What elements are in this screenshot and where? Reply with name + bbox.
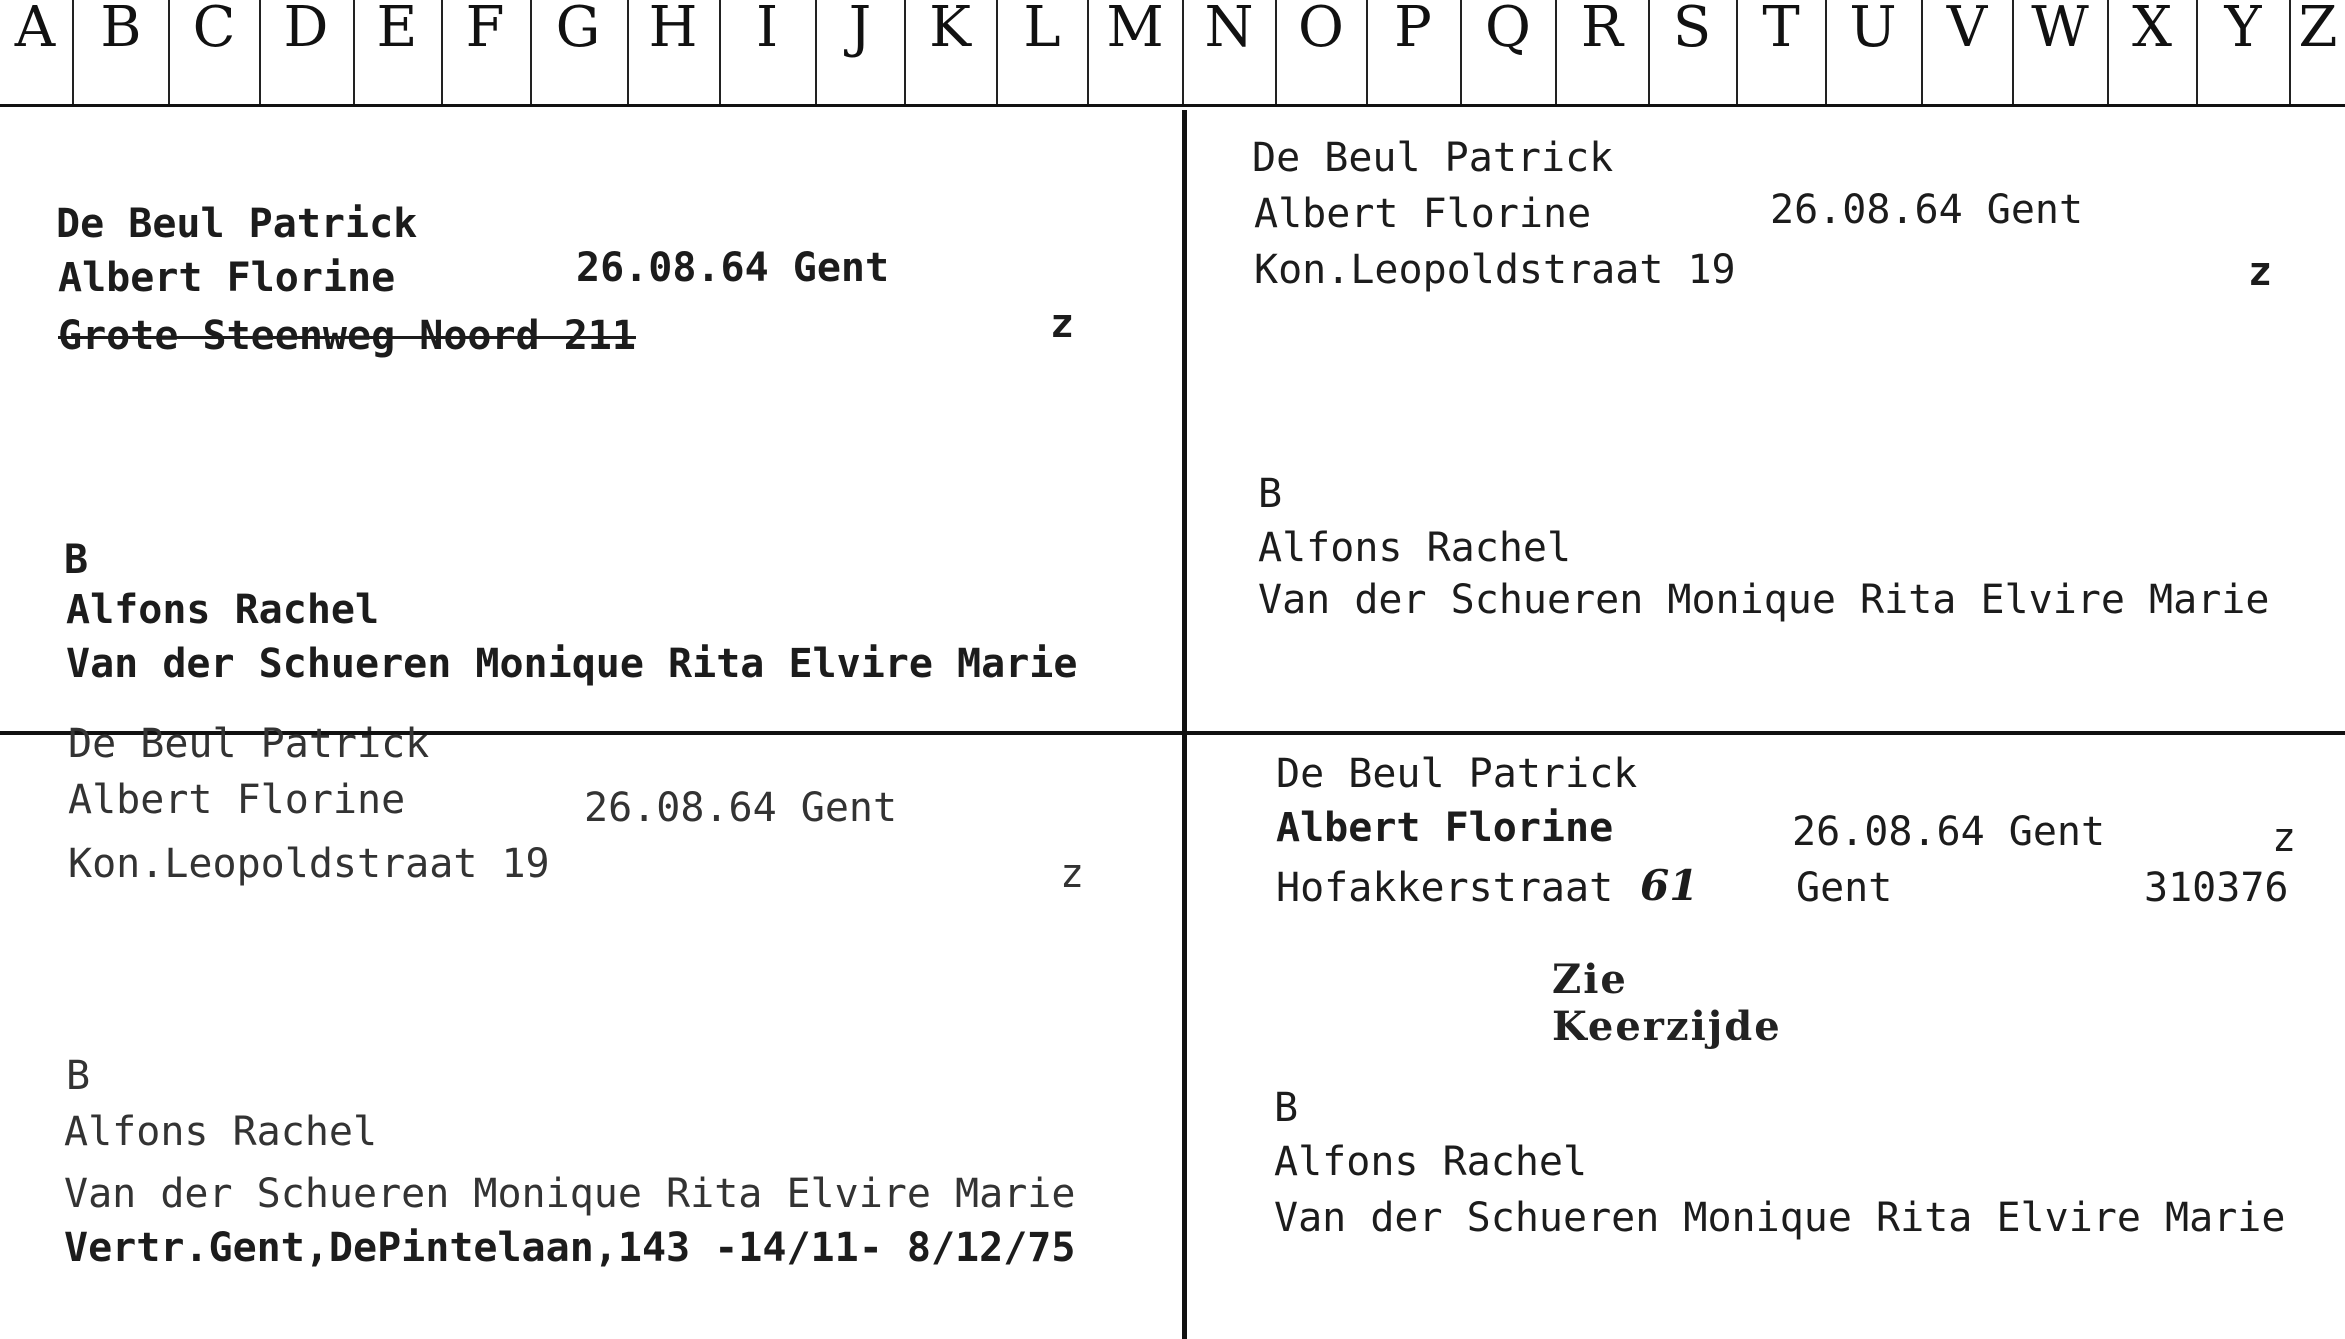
handwritten-house-number: 61 xyxy=(1640,861,1699,910)
alphabet-index-bar xyxy=(0,0,2345,107)
parents-names: Albert Florine xyxy=(68,777,406,823)
index-letter-l: L xyxy=(1023,0,1061,60)
index-letter-s: S xyxy=(1672,0,1712,60)
related-names: Alfons Rachel xyxy=(1274,1139,1588,1185)
index-letter-x: X xyxy=(2132,0,2172,60)
index-letter-z: Z xyxy=(2298,0,2338,60)
spouse-name: Van der Schueren Monique Rita Elvire Marie xyxy=(1258,577,2270,623)
index-letter-e: E xyxy=(376,0,418,60)
index-letter-k: K xyxy=(929,0,971,60)
spouse-name: Van der Schueren Monique Rita Elvire Marie xyxy=(1274,1195,2286,1241)
city: Gent xyxy=(1796,865,1893,911)
index-letter-v: V xyxy=(1946,0,1988,60)
related-names: Alfons Rachel xyxy=(1258,525,1572,571)
index-letter-y: Y xyxy=(2224,0,2262,60)
index-letter-d: D xyxy=(283,0,329,60)
see-reverse-stamp: Zie Keerzijde xyxy=(1552,956,1782,1050)
parents-names: Albert Florine xyxy=(1254,191,1592,237)
card-vertical-divider xyxy=(1182,110,1187,1339)
code-mark: z xyxy=(1050,301,1075,347)
index-letter-u: U xyxy=(1849,0,1897,60)
person-name: De Beul Patrick xyxy=(1252,135,1614,181)
record-type: B xyxy=(64,537,89,583)
departure-note: Vertr.Gent,DePintelaan,143 -14/11- 8/12/75 xyxy=(64,1225,1076,1271)
birth-date-place: 26.08.64 Gent xyxy=(576,245,890,291)
index-letter-c: C xyxy=(192,0,236,60)
birth-date-place: 26.08.64 Gent xyxy=(1770,187,2084,233)
index-letter-n: N xyxy=(1204,0,1254,60)
index-letter-m: M xyxy=(1106,0,1164,60)
spouse-name: Van der Schueren Monique Rita Elvire Marie xyxy=(66,641,1078,687)
parents-names: Albert Florine xyxy=(58,255,396,301)
index-letter-w: W xyxy=(2031,0,2089,60)
index-letter-q: Q xyxy=(1485,0,1531,60)
related-names: Alfons Rachel xyxy=(66,587,380,633)
address: Kon.Leopoldstraat 19 xyxy=(1254,247,1736,293)
code-mark: z xyxy=(2248,249,2273,295)
index-letter-j: J xyxy=(848,0,872,60)
related-names: Alfons Rachel xyxy=(64,1109,378,1155)
index-letter-p: P xyxy=(1394,0,1432,60)
index-divider xyxy=(72,0,74,104)
code-mark: z xyxy=(1060,851,1085,897)
birth-date-place: 26.08.64 Gent xyxy=(584,785,898,831)
index-letter-a: A xyxy=(14,0,56,60)
index-letter-o: O xyxy=(1298,0,1344,60)
address: Hofakkerstraat xyxy=(1276,865,1614,911)
record-type: B xyxy=(66,1053,91,1099)
parents-names: Albert Florine xyxy=(1276,805,1614,851)
record-type: B xyxy=(1258,471,1283,517)
index-letter-f: F xyxy=(465,0,505,60)
person-name: De Beul Patrick xyxy=(68,721,430,767)
birth-date-place: 26.08.64 Gent xyxy=(1792,809,2106,855)
index-letter-g: G xyxy=(555,0,601,60)
index-letter-b: B xyxy=(100,0,142,60)
spouse-name: Van der Schueren Monique Rita Elvire Marie xyxy=(64,1171,1076,1217)
person-name: De Beul Patrick xyxy=(56,201,418,247)
record-number: 310376 xyxy=(2144,865,2289,911)
index-letter-t: T xyxy=(1762,0,1800,60)
record-type: B xyxy=(1274,1085,1299,1131)
index-letter-h: H xyxy=(648,0,698,60)
code-mark: z xyxy=(2272,815,2297,861)
address: Kon.Leopoldstraat 19 xyxy=(68,841,550,887)
index-letter-r: R xyxy=(1580,0,1624,60)
index-letter-i: I xyxy=(755,0,779,60)
address-crossed-out: Grote Steenweg Noord 211 xyxy=(58,313,636,359)
person-name: De Beul Patrick xyxy=(1276,751,1638,797)
